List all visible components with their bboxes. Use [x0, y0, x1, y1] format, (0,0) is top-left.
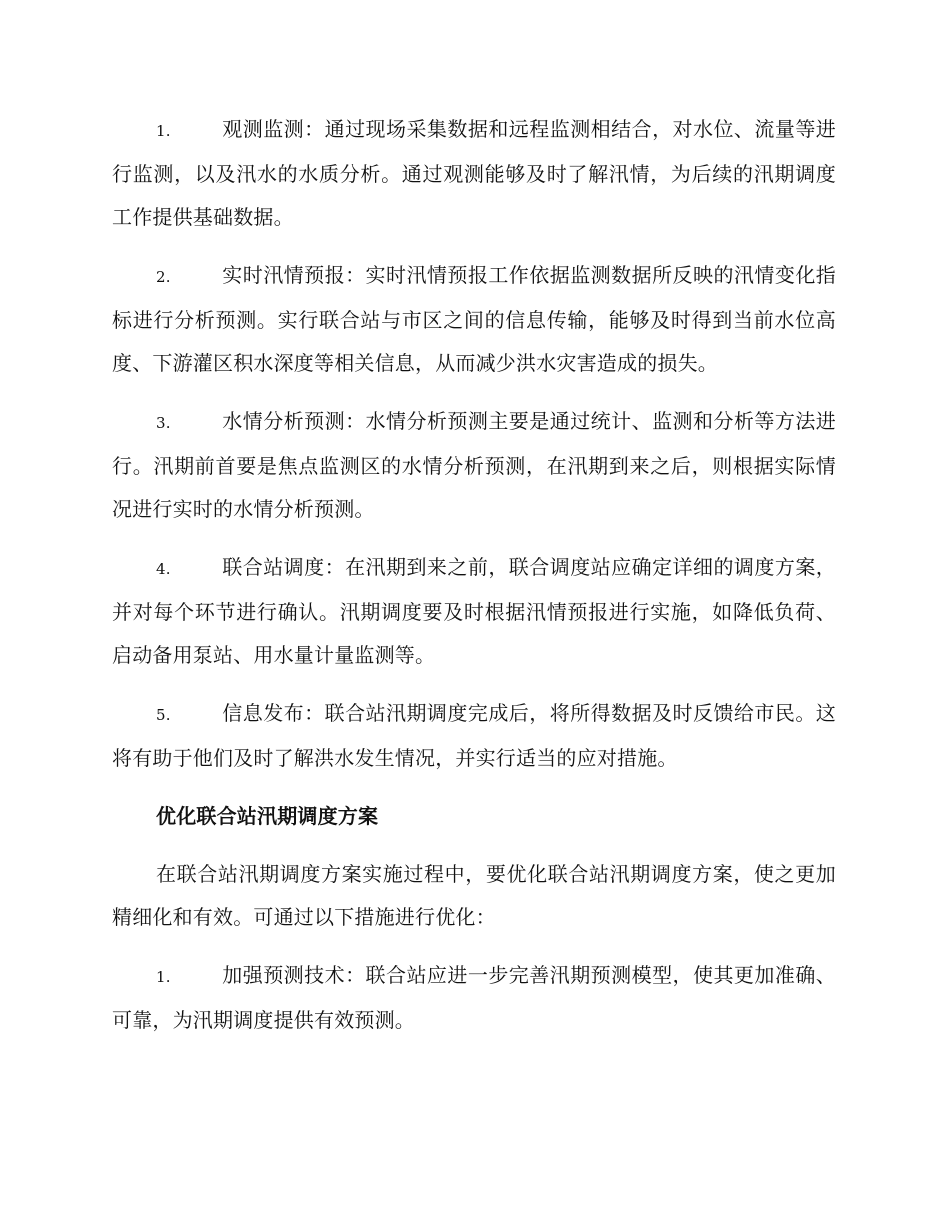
list-item-text: 信息发布：联合站汛期调度完成后，将所得数据及时反馈给市民。这将有助于他们及时了解洪水发生情况，并实行适当的应对措施。: [112, 701, 836, 770]
list-item-water-analysis: [112, 400, 836, 531]
list-item-text: 联合站调度：在汛期到来之前，联合调度站应确定详细的调度方案，并对每个环节进行确认。汛期调度要及时根据汛情预报进行实施，如降低负荷、启动备用泵站、用水量计量监测等。: [112, 555, 836, 667]
list-item-number: 1.: [156, 968, 171, 986]
list-item-forecast-tech: [112, 954, 836, 1042]
list-item-number: 1.: [156, 122, 171, 140]
list-item-text: 实时汛情预报：实时汛情预报工作依据监测数据所反映的汛情变化指标进行分析预测。实行联合站与市区之间的信息传输，能够及时得到当前水位高度、下游灌区积水深度等相关信息，从而减少洪水灾害造成的损失。: [112, 263, 836, 375]
intro-paragraph: 在联合站汛期调度方案实施过程中，要优化联合站汛期调度方案，使之更加精细化和有效。可通过以下措施进行优化：: [112, 862, 836, 929]
list-item-flood-forecast: [112, 254, 836, 385]
list-item-number: 4.: [156, 560, 171, 578]
list-item-info-release: [112, 692, 836, 780]
document-page: [112, 108, 836, 1057]
list-item-station-dispatch: [112, 546, 836, 677]
list-item-number: 2.: [156, 268, 171, 286]
list-item-text: 水情分析预测：水情分析预测主要是通过统计、监测和分析等方法进行。汛期前首要是焦点监测区的水情分析预测，在汛期到来之后，则根据实际情况进行实时的水情分析预测。: [112, 409, 836, 521]
list-item-text: 观测监测：通过现场采集数据和远程监测相结合，对水位、流量等进行监测，以及汛水的水质分析。通过观测能够及时了解汛情，为后续的汛期调度工作提供基础数据。: [112, 117, 836, 229]
list-item-text: 加强预测技术：联合站应进一步完善汛期预测模型，使其更加准确、可靠，为汛期调度提供有效预测。: [112, 963, 836, 1032]
section-heading: 优化联合站汛期调度方案: [156, 804, 379, 828]
list-item-number: 3.: [156, 414, 171, 432]
list-item-observation: [112, 108, 836, 239]
list-item-number: 5.: [156, 706, 171, 724]
